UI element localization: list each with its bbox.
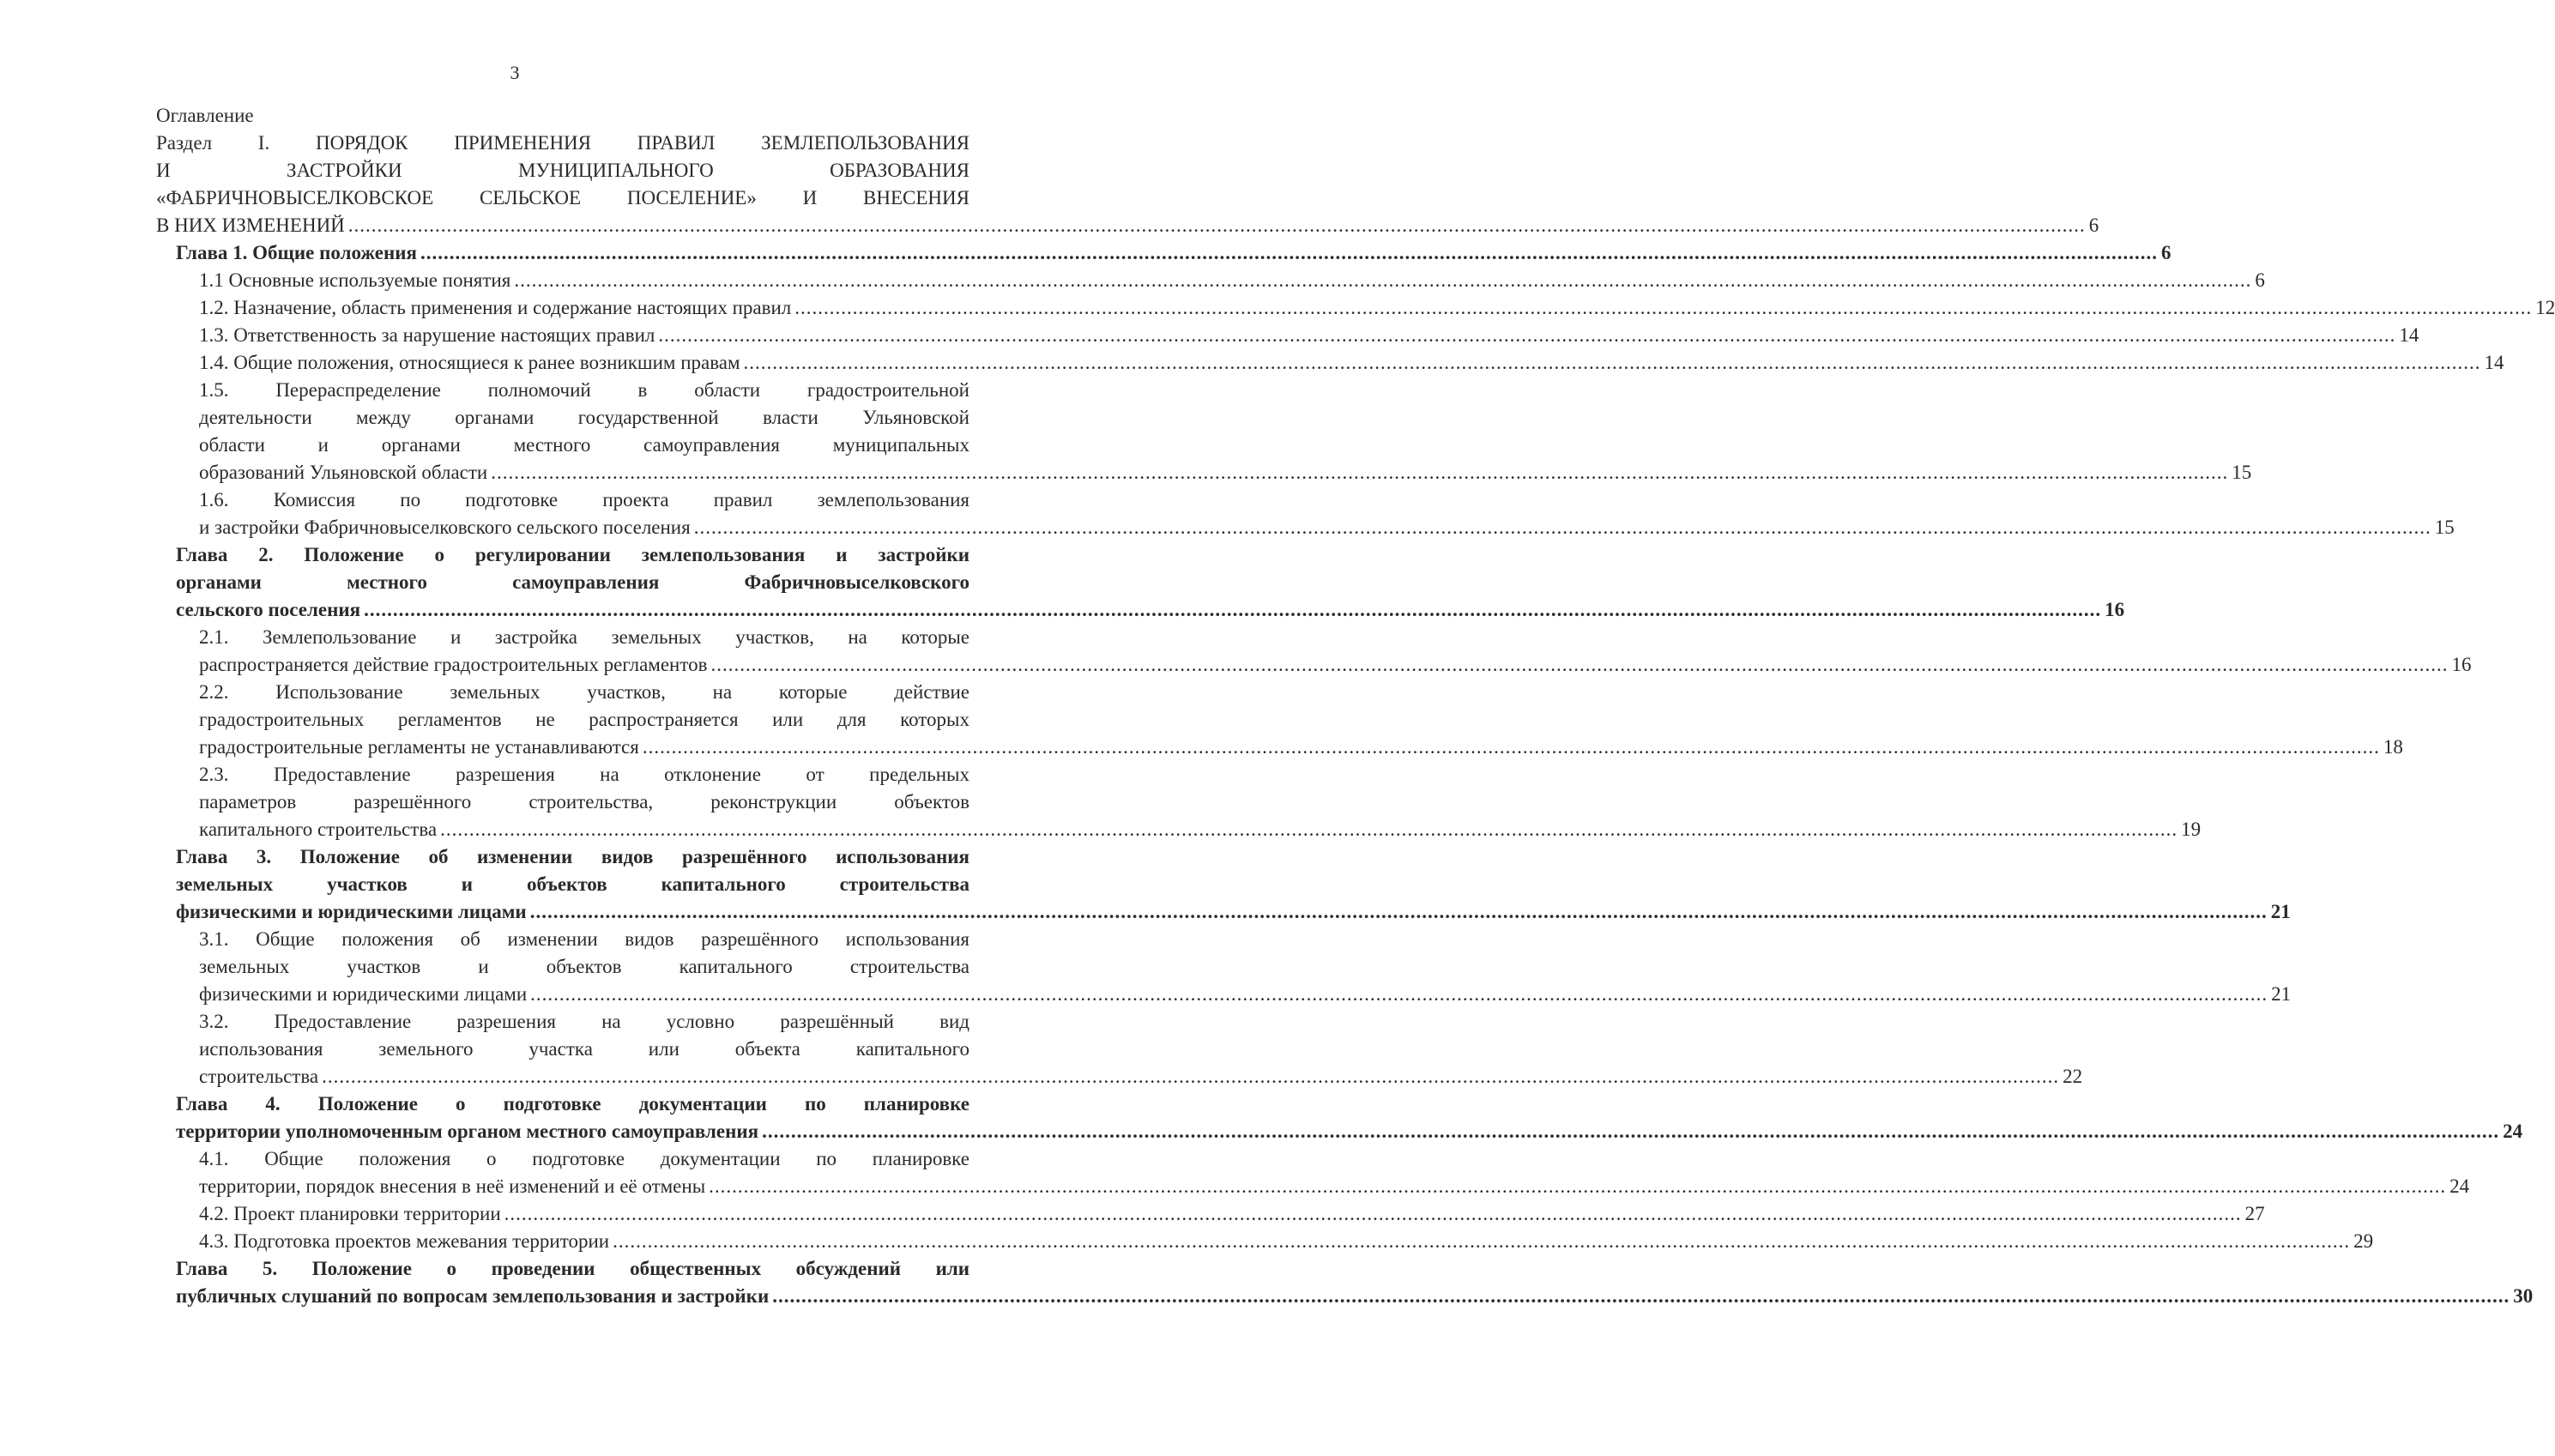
toc-page-number: 15	[2434, 517, 2455, 538]
toc-entry-last-line	[199, 1200, 2265, 1228]
toc-entry[interactable]	[156, 624, 2472, 679]
toc-entry-line: 1.5. Перераспределение полномочий в области градостроительной	[199, 379, 969, 401]
toc-entry-last-line	[199, 734, 2403, 761]
toc-entry-line: 1.6. Комиссия по подготовке проекта правил землепользования	[199, 489, 969, 511]
toc-entry[interactable]	[156, 843, 2291, 926]
toc-leader-dots: ............................................................................................................................................................................................................................................................................................................	[710, 654, 2449, 675]
toc-leader-dots: ............................................................................................................................................................................................................................................................................................................	[440, 819, 2178, 840]
toc-entry[interactable]	[156, 541, 2125, 624]
toc-entry-line: 3.2. Предоставление разрешения на условно разрешённый вид	[199, 1011, 969, 1032]
toc-entry-line: использования земельного участка или объекта капитального	[199, 1038, 969, 1060]
toc-leader-dots: ............................................................................................................................................................................................................................................................................................................	[347, 214, 2086, 236]
toc-entry-title: территории, порядок внесения в неё изменений и её отмены	[199, 1175, 706, 1197]
toc-entry-line: «ФАБРИЧНОВЫСЕЛКОВСКОЕ СЕЛЬСКОЕ ПОСЕЛЕНИЕ» И ВНЕСЕНИЯ	[156, 187, 969, 208]
toc-leader-dots: ............................................................................................................................................................................................................................................................................................................	[658, 324, 2396, 346]
toc-page-number: 29	[2353, 1230, 2374, 1252]
toc-leader-dots: ............................................................................................................................................................................................................................................................................................................	[420, 242, 2158, 263]
toc-entry-title: 4.2. Проект планировки территории	[199, 1203, 501, 1224]
toc-entry[interactable]	[156, 761, 2202, 843]
toc-entry-line: области и органами местного самоуправления муниципальных	[199, 434, 969, 456]
toc-entry-title: 1.1 Основные используемые понятия	[199, 269, 511, 291]
toc-page-number: 16	[2451, 654, 2472, 675]
toc-entry-line: параметров разрешённого строительства, реконструкции объектов	[199, 791, 969, 813]
toc-leader-dots: ............................................................................................................................................................................................................................................................................................................	[762, 1121, 2500, 1142]
toc-entry-title: публичных слушаний по вопросам землепользования и застройки	[176, 1285, 770, 1307]
toc-leader-dots: ............................................................................................................................................................................................................................................................................................................	[743, 352, 2481, 373]
toc-page-number: 27	[2244, 1203, 2265, 1224]
toc-entry-line: 4.1. Общие положения о подготовке документации по планировке	[199, 1148, 969, 1169]
toc-entry-line: Раздел I. ПОРЯДОК ПРИМЕНЕНИЯ ПРАВИЛ ЗЕМЛЕПОЛЬЗОВАНИЯ	[156, 132, 969, 154]
toc-entry-line: Глава 5. Положение о проведении общественных обсуждений или	[176, 1258, 969, 1279]
toc-entry[interactable]	[156, 1090, 2523, 1145]
toc-entries	[156, 130, 2555, 1310]
toc-entry-last-line	[176, 898, 2291, 926]
toc-page-number: 14	[2399, 324, 2419, 346]
toc-entry[interactable]	[156, 294, 2555, 322]
toc-entry-last-line	[199, 267, 2265, 294]
toc-entry[interactable]	[156, 322, 2419, 349]
toc-leader-dots: ............................................................................................................................................................................................................................................................................................................	[322, 1066, 2060, 1087]
toc-page-number: 21	[2270, 901, 2291, 922]
toc-leader-dots: ............................................................................................................................................................................................................................................................................................................	[709, 1175, 2447, 1197]
toc-entry-title: 1.2. Назначение, область применения и содержание настоящих правил	[199, 297, 792, 318]
toc-entry-line: 2.3. Предоставление разрешения на отклонение от предельных	[199, 764, 969, 785]
toc-page-number: 12	[2535, 297, 2555, 318]
toc-leader-dots: ............................................................................................................................................................................................................................................................................................................	[504, 1203, 2242, 1224]
toc-leader-dots: ............................................................................................................................................................................................................................................................................................................	[794, 297, 2533, 318]
toc-entry-last-line	[199, 651, 2472, 679]
toc-entry-line: 2.1. Землепользование и застройка земельных участков, на которые	[199, 626, 969, 648]
toc-entry[interactable]	[156, 267, 2265, 294]
toc-leader-dots: ............................................................................................................................................................................................................................................................................................................	[529, 901, 2268, 922]
toc-entry-title: территории уполномоченным органом местного самоуправления	[176, 1121, 759, 1142]
toc-entry-last-line	[199, 1228, 2374, 1255]
toc-entry[interactable]	[156, 1145, 2470, 1200]
toc-entry-line: Глава 2. Положение о регулировании землепользования и застройки	[176, 544, 969, 565]
toc-entry-line: деятельности между органами государственной власти Ульяновской	[199, 407, 969, 428]
toc-entry-last-line	[199, 459, 2252, 486]
toc-leader-dots: ............................................................................................................................................................................................................................................................................................................	[530, 983, 2268, 1005]
toc-entry[interactable]	[156, 926, 2292, 1008]
toc-page-number: 24	[2449, 1175, 2470, 1197]
toc-entry-line: 2.2. Использование земельных участков, на которые действие	[199, 681, 969, 703]
toc-entry-last-line	[199, 1063, 2083, 1090]
toc-page-number: 18	[2383, 736, 2403, 758]
toc-entry-line: органами местного самоуправления Фабричновыселковского	[176, 571, 969, 593]
toc-leader-dots: ............................................................................................................................................................................................................................................................................................................	[364, 599, 2102, 620]
toc-entry[interactable]	[156, 1228, 2374, 1255]
toc-leader-dots: ............................................................................................................................................................................................................................................................................................................	[613, 1230, 2351, 1252]
toc-entry[interactable]	[156, 679, 2403, 761]
toc-title: Оглавление	[156, 105, 254, 126]
toc-entry[interactable]	[156, 377, 2252, 486]
page-number: 3	[510, 62, 520, 83]
toc-page-number: 6	[2255, 269, 2265, 291]
toc-page-number: 14	[2484, 352, 2504, 373]
toc-page-number: 16	[2105, 599, 2125, 620]
toc-entry-title: сельского поселения	[176, 599, 361, 620]
toc-leader-dots: ............................................................................................................................................................................................................................................................................................................	[772, 1285, 2510, 1307]
toc-leader-dots: ............................................................................................................................................................................................................................................................................................................	[514, 269, 2252, 291]
toc-page-number: 6	[2088, 214, 2099, 236]
toc-entry-title: физическими и юридическими лицами	[176, 901, 527, 922]
toc-page-number: 24	[2503, 1121, 2523, 1142]
toc-page-number: 30	[2513, 1285, 2534, 1307]
toc-entry-last-line	[199, 294, 2555, 322]
toc-entry-last-line	[176, 1118, 2523, 1145]
toc-entry[interactable]	[156, 486, 2455, 541]
toc-entry-last-line	[199, 1173, 2470, 1200]
toc-entry[interactable]	[156, 130, 2099, 239]
toc-entry[interactable]	[156, 1008, 2083, 1090]
toc-page-number: 22	[2063, 1066, 2083, 1087]
toc-entry[interactable]	[156, 1200, 2265, 1228]
toc-page-number: 15	[2232, 462, 2252, 483]
toc-entry-title: В НИХ ИЗМЕНЕНИЙ	[156, 214, 345, 236]
toc-entry-line: градостроительных регламентов не распространяется или для которых	[199, 709, 969, 730]
toc-entry[interactable]	[156, 239, 2171, 267]
toc-entry-last-line	[199, 981, 2292, 1008]
toc-entry[interactable]	[156, 349, 2504, 377]
toc-page-number: 19	[2181, 819, 2202, 840]
table-of-contents	[156, 101, 2555, 1310]
toc-entry-line: И ЗАСТРОЙКИ МУНИЦИПАЛЬНОГО ОБРАЗОВАНИЯ	[156, 160, 969, 181]
toc-entry-last-line	[176, 596, 2125, 624]
toc-entry-last-line	[176, 1283, 2534, 1310]
toc-leader-dots: ............................................................................................................................................................................................................................................................................................................	[693, 517, 2431, 538]
toc-entry-title: распространяется действие градостроительных регламентов	[199, 654, 708, 675]
toc-entry-last-line	[199, 514, 2455, 541]
toc-entry[interactable]	[156, 1255, 2534, 1310]
toc-entry-line: 3.1. Общие положения об изменении видов разрешённого использования	[199, 928, 969, 950]
toc-leader-dots: ............................................................................................................................................................................................................................................................................................................	[642, 736, 2380, 758]
toc-entry-title: 1.3. Ответственность за нарушение настоящих правил	[199, 324, 655, 346]
toc-page-number: 21	[2271, 983, 2292, 1005]
toc-page-number: 6	[2160, 242, 2171, 263]
toc-entry-last-line	[199, 816, 2202, 843]
toc-entry-line: земельных участков и объектов капитального строительства	[176, 873, 969, 895]
toc-entry-title: 1.4. Общие положения, относящиеся к ранее возникшим правам	[199, 352, 740, 373]
toc-entry-title: строительства	[199, 1066, 319, 1087]
toc-entry-line: Глава 3. Положение об изменении видов разрешённого использования	[176, 846, 969, 867]
toc-entry-title: и застройки Фабричновыселковского сельского поселения	[199, 517, 691, 538]
toc-entry-title: Глава 1. Общие положения	[176, 242, 417, 263]
toc-entry-last-line	[199, 349, 2504, 377]
toc-entry-title: 4.3. Подготовка проектов межевания территории	[199, 1230, 610, 1252]
toc-entry-title: физическими и юридическими лицами	[199, 983, 528, 1005]
toc-entry-title: образований Ульяновской области	[199, 462, 488, 483]
toc-entry-last-line	[199, 322, 2419, 349]
toc-entry-title: градостроительные регламенты не устанавливаются	[199, 736, 639, 758]
toc-leader-dots: ............................................................................................................................................................................................................................................................................................................	[491, 462, 2229, 483]
toc-entry-last-line	[156, 212, 2099, 239]
toc-entry-line: Глава 4. Положение о подготовке документации по планировке	[176, 1093, 969, 1115]
toc-entry-title: капитального строительства	[199, 819, 438, 840]
toc-entry-line: земельных участков и объектов капитального строительства	[199, 956, 969, 977]
toc-entry-last-line	[176, 239, 2171, 267]
